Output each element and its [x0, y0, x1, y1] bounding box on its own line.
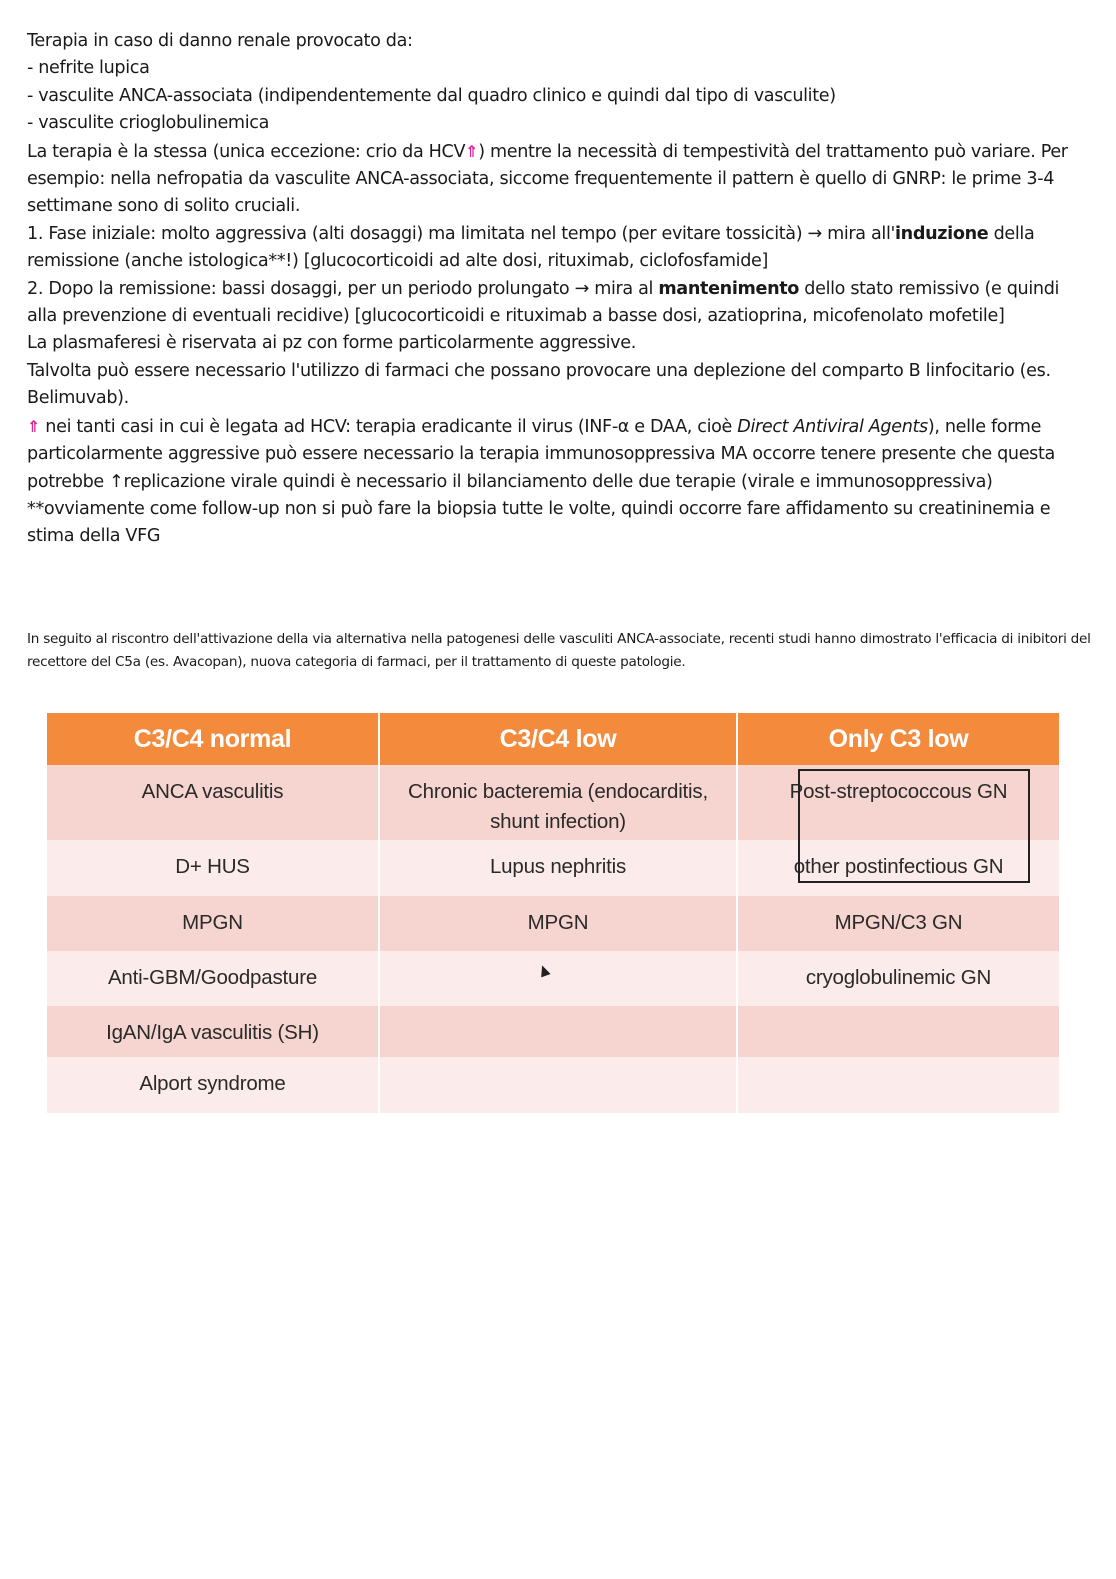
up-arrow-icon: ⇑ — [465, 141, 479, 161]
table-cell: MPGN — [379, 896, 737, 951]
phase-2-paragraph — [27, 276, 1092, 331]
table-cell: other postinfectious GN — [737, 840, 1059, 896]
header-c3c4-normal: C3/C4 normal — [47, 713, 379, 765]
table-cell: Post-streptococcous GN — [737, 765, 1059, 840]
table-row — [47, 765, 1059, 840]
up-arrow-icon: ⇑ — [27, 416, 41, 436]
table-cell — [737, 1057, 1059, 1113]
hcv-italic: Direct Antiviral Agents — [737, 416, 928, 437]
list-item-anca: - vasculite ANCA-associata (indipendentemente dal quadro clinico e quindi dal tipo di vasculite) — [27, 85, 836, 106]
table-cell: IgAN/IgA vasculitis (SH) — [47, 1006, 379, 1057]
table-cell: Alport syndrome — [47, 1057, 379, 1113]
phase-1-bold: induzione — [894, 223, 989, 244]
table-cell: cryoglobulinemic GN — [737, 951, 1059, 1006]
table-row — [47, 1006, 1059, 1057]
phase-1-text-a: 1. Fase iniziale: molto aggressiva (alti dosaggi) ma limitata nel tempo (per evitare tossicità) → mira all' — [27, 223, 895, 244]
phase-2-bold: mantenimento — [658, 278, 800, 299]
belimuvab-paragraph: Talvolta può essere necessario l'utilizzo di farmaci che possano provocare una deplezione del comparto B linfocitario (es. Belimuvab). — [27, 360, 1051, 409]
intro-line: Terapia in caso di danno renale provocato da: — [27, 31, 413, 51]
hcv-paragraph — [27, 413, 1092, 496]
phase-1-paragraph — [27, 221, 1092, 276]
table-row — [47, 896, 1059, 951]
table-cell — [379, 1006, 737, 1057]
phase-2-text-b: dello stato remissivo (e quindi alla prevenzione di eventuali recidive) [glucocorticoidi e rituximab a basse dosi, azatioprina, micofenolato mofetile] — [27, 278, 1060, 327]
table-cell: Lupus nephritis — [379, 840, 737, 896]
phase-2-text-a: 2. Dopo la remissione: bassi dosaggi, per un periodo prolungato → mira al — [27, 278, 659, 299]
complement-table — [47, 713, 1059, 1113]
table-cell: MPGN — [47, 896, 379, 951]
table-cell: D+ HUS — [47, 840, 379, 896]
table-cell — [737, 1006, 1059, 1057]
table-cell: Anti-GBM/Goodpasture — [47, 951, 379, 1006]
table-cell: ANCA vasculitis — [47, 765, 379, 840]
therapy-paragraph — [27, 138, 1092, 221]
list-item-lupus: - nefrite lupica — [27, 58, 150, 79]
table-cell: Chronic bacteremia (endocarditis, shunt infection) — [379, 765, 737, 840]
therapy-text-a: La terapia è la stessa (unica eccezione: crio da HCV — [27, 141, 466, 162]
hcv-text-a: nei tanti casi in cui è legata ad HCV: terapia eradicante il virus (INF-α e DAA, cioè — [40, 416, 738, 437]
table-row — [47, 1057, 1059, 1113]
table-cell: MPGN/C3 GN — [737, 896, 1059, 951]
plasmapheresis-line: La plasmaferesi è riservata ai pz con forme particolarmente aggressive. — [27, 333, 636, 354]
header-only-c3-low: Only C3 low — [737, 713, 1059, 765]
table-row — [47, 951, 1059, 1006]
table-cell — [379, 1057, 737, 1113]
avacopan-note-text: In seguito al riscontro dell'attivazione della via alternativa nella patogenesi delle vasculiti ANCA-associate, recenti studi hanno dimostrato l'efficacia di inibitori del recettore del C5a (es. Avacopan), nuova categoria di farmaci, per il trattamento di queste patologie. — [27, 631, 1091, 670]
footnote-paragraph: **ovviamente come follow-up non si può fare la biopsia tutte le volte, quindi occorre fare affidamento su creatininemia e stima della VFG — [27, 498, 1051, 547]
list-item-crio: - vasculite crioglobulinemica — [27, 113, 269, 134]
complement-table-figure — [47, 713, 1059, 1109]
therapy-text-b: ) mentre la necessità di tempestività del trattamento può variare. Per esempio: nella nefropatia da vasculite ANCA-associata, siccome frequentemente il pattern è quello di GNRP: le prime 3-4 settimane sono di solito cruciali. — [27, 141, 1068, 217]
hcv-text-b: ), nelle forme particolarmente aggressive può essere necessario la terapia immunosoppressiva MA occorre tenere presente che questa potrebbe ↑replicazione virale quindi è necessario il bilanciamento delle due terapie (virale e immunosoppressiva) — [27, 416, 1055, 492]
table-row — [47, 840, 1059, 896]
phase-1-text-b: della remissione (anche istologica**!) [glucocorticoidi ad alte dosi, rituximab, ciclofosfamide] — [27, 223, 1035, 272]
avacopan-note — [27, 628, 1092, 674]
table-header-row — [47, 713, 1059, 765]
main-text-block — [27, 28, 1092, 551]
header-c3c4-low: C3/C4 low — [379, 713, 737, 765]
table-cell — [379, 951, 737, 1006]
